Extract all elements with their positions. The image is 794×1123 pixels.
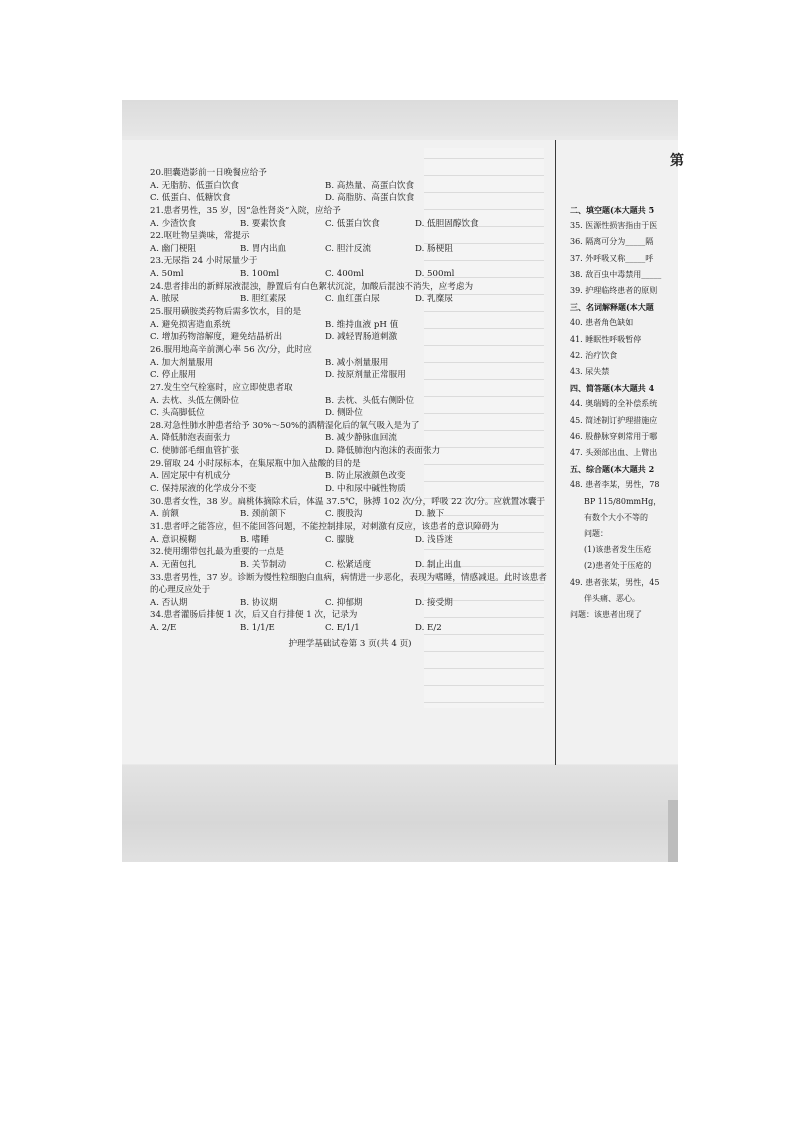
right-column-line: (1)该患者发生压疮 [584,545,652,555]
scanned-photo [122,100,684,862]
question-32-stem: 32.使用绷带包扎最为重要的一点是 [150,547,284,558]
question-21-stem: 21.患者男性，35 岁，因“急性肾炎”入院，应给予 [150,205,341,216]
right-column-line: 41. 睡眠性呼吸暂停 [570,334,642,344]
exam-page [122,140,684,764]
question-25-options-row1 [150,319,550,332]
question-28-options-row1 [150,432,550,445]
right-column-line: BP 115/80mmHg， [584,496,662,506]
question-26-options-row1 [150,357,550,370]
q28-option-a: A. 降低肺泡表面张力 [150,433,231,444]
q27-option-a: A. 去枕、头低左侧卧位 [150,395,240,406]
q21-option-b: B. 要素饮食 [240,218,287,229]
q20-option-b: B. 高热量、高蛋白饮食 [325,180,415,191]
scan-bottom-margin [122,765,678,862]
page-footer: 护理学基础试卷第 3 页(共 4 页) [288,638,412,649]
q30-option-c: C. 腹股沟 [325,509,363,520]
right-column-line: 44. 奥瑞姆的全补偿系统 [570,399,658,409]
scan-top-margin [122,100,678,136]
right-column-questions [570,202,678,623]
q28-option-b: B. 减少静脉血回流 [325,433,397,444]
q24-option-b: B. 胆红素尿 [240,294,287,305]
q26-option-d: D. 按原剂量正常服用 [325,370,406,381]
q26-option-b: B. 减小剂量服用 [325,357,389,368]
right-column-line: 36. 隔离可分为_____隔 [570,237,654,247]
q31-option-c: C. 朦胧 [325,534,354,545]
right-column-line: 39. 护理临终患者的原则 [570,286,658,296]
question-23-stem: 23.无尿指 24 小时尿量少于 [150,256,258,267]
right-column-line: 问题：该患者出现了 [570,610,642,620]
q25-option-a: A. 避免损害造血系统 [150,319,231,330]
right-column-line: 37. 外呼吸又称_____呼 [570,253,654,263]
question-33-stem: 33.患者男性，37 岁。诊断为慢性粒细胞白血病，病情进一步恶化，表现为嗜睡，情感减退。此时该患者的心理反应处于 [150,572,547,596]
right-column-line: 二、填空题(本大题共 5 [570,205,655,215]
question-34-stem: 34.患者灌肠后排便 1 次，后又自行排便 1 次，记录为 [150,610,358,621]
question-22-stem: 22.呕吐物呈粪味，常提示 [150,231,250,242]
question-25-options-row2 [150,331,550,344]
scan-edge-shadow [668,800,678,862]
question-28-stem: 28.对急性肺水肿患者给予 30%～50%的酒精湿化后的氧气吸入是为了 [150,420,420,431]
question-21-options [150,218,550,231]
right-column-line: 48. 患者李某，男性，78 [570,480,660,490]
question-27-stem: 27.发生空气栓塞时，应立即使患者取 [150,382,293,393]
question-23-options [150,268,550,281]
question-20-stem: 20.胆囊造影前一日晚餐应给予 [150,168,267,178]
right-column-line: 35. 医源性损害指由于医 [570,221,658,231]
q27-option-c: C. 头高脚低位 [150,408,205,419]
question-29-stem: 29.留取 24 小时尿标本，在集尿瓶中加入盐酸的目的是 [150,458,361,469]
question-30-options [150,508,550,521]
q23-option-b: B. 100ml [240,269,280,280]
q20-option-a: A. 无脂肪、低蛋白饮食 [150,180,240,191]
q21-option-c: C. 低蛋白饮食 [325,218,380,229]
right-column-line: 五、综合题(本大题共 2 [570,464,655,475]
question-20-options-row2 [150,192,550,205]
question-27-options-row1 [150,395,550,408]
question-27-options-row2 [150,407,550,420]
q32-option-c: C. 松紧适度 [325,559,372,570]
question-20-options-row1 [150,180,550,193]
right-column-line: 四、简答题(本大题共 4 [570,383,655,394]
q28-option-d: D. 降低肺泡内泡沫的表面张力 [325,446,441,457]
q26-option-c: C. 停止服用 [150,370,197,381]
right-column-line: 有数个大小不等的 [584,512,648,522]
q29-option-c: C. 保持尿液的化学成分不变 [150,484,257,495]
q33-option-c: C. 抑郁期 [325,597,363,608]
question-24-stem: 24.患者排出的新鲜尿液混浊，静置后有白色絮状沉淀，加酸后混浊不消失，应考虑为 [150,281,474,292]
question-26-options-row2 [150,369,550,382]
q22-option-a: A. 幽门梗阻 [150,243,197,254]
question-34-options [150,622,550,635]
q34-option-b: B. 1/1/E [240,623,275,634]
q22-option-d: D. 肠梗阻 [415,243,453,254]
q25-option-b: B. 维持血液 pH 值 [325,319,399,330]
page-corner-heading: 第 [670,153,684,169]
q29-option-b: B. 防止尿液颜色改变 [325,471,406,482]
right-column-line: 38. 敌百虫中毒禁用_____ [570,269,662,279]
question-22-options [150,243,550,256]
left-column-questions [150,167,550,650]
right-column-line: 45. 简述制订护理措施应 [570,415,658,425]
right-column-line: 伴头痛、恶心。 [584,593,640,603]
q24-option-c: C. 血红蛋白尿 [325,294,380,305]
q23-option-a: A. 50ml [150,269,184,280]
q30-option-a: A. 前额 [150,509,179,520]
right-column-line: 43. 尿失禁 [570,367,610,377]
q20-option-d: D. 高脂肪、高蛋白饮食 [325,193,415,204]
q28-option-c: C. 使肺部毛细血管扩张 [150,446,240,457]
question-24-options [150,293,550,306]
right-column-line: 问题： [584,529,608,539]
q27-option-d: D. 侧卧位 [325,408,363,419]
q26-option-a: A. 加大剂量服用 [150,357,214,368]
q33-option-b: B. 协议期 [240,597,278,608]
right-column-line: 三、名词解释题(本大题 [570,302,654,313]
right-column-line: 40. 患者角色缺如 [570,318,634,328]
right-column-line: 46. 股静脉穿刺常用于哪 [570,431,658,441]
q27-option-b: B. 去枕、头低右侧卧位 [325,395,415,406]
column-divider [555,140,556,772]
q30-option-b: B. 颈前颌下 [240,509,287,520]
q22-option-c: C. 胆汁反流 [325,243,372,254]
question-26-stem: 26.服用地高辛前测心率 56 次/分，此时应 [150,344,312,355]
q29-option-a: A. 固定尿中有机成分 [150,471,231,482]
q34-option-d: D. E/2 [415,623,442,634]
question-25-stem: 25.服用磺胺类药物后需多饮水，目的是 [150,307,302,318]
q32-option-a: A. 无菌包扎 [150,559,197,570]
q22-option-b: B. 胃内出血 [240,243,287,254]
q24-option-d: D. 乳糜尿 [415,294,453,305]
q29-option-d: D. 中和尿中碱性物质 [325,484,406,495]
question-28-options-row2 [150,445,550,458]
question-33-options [150,597,550,610]
q24-option-a: A. 脓尿 [150,294,179,305]
question-29-options-row2 [150,483,550,496]
q30-option-d: D. 腋下 [415,509,445,520]
right-column-line: 47. 头颈部出血、上臂出 [570,448,658,458]
q32-option-d: D. 制止出血 [415,559,462,570]
q20-option-c: C. 低蛋白、低糖饮食 [150,193,231,204]
question-29-options-row1 [150,470,550,483]
q21-option-a: A. 少渣饮食 [150,218,197,229]
q34-option-c: C. E/1/1 [325,623,360,634]
q23-option-d: D. 500ml [415,269,455,280]
right-column-line: 49. 患者张某，男性，45 [570,577,660,587]
right-column-line: (2)患者处于压疮的 [584,561,652,571]
question-31-stem: 31.患者呼之能答应，但不能回答问题，不能控制排尿，对刺激有反应，该患者的意识障碍为 [150,521,499,532]
question-31-options [150,534,550,547]
q31-option-a: A. 意识模糊 [150,534,197,545]
q31-option-d: D. 浅昏迷 [415,534,453,545]
q33-option-d: D. 接受期 [415,597,453,608]
q25-option-d: D. 减轻胃肠道刺激 [325,332,398,343]
q33-option-a: A. 否认期 [150,597,188,608]
question-30-stem: 30.患者女性，38 岁。扁桃体摘除术后，体温 37.5℃，脉搏 102 次/分，呼吸 22 次/分。应就置冰囊于 [150,496,546,507]
q25-option-c: C. 增加药物溶解度，避免结晶析出 [150,332,283,343]
q32-option-b: B. 关节制动 [240,559,287,570]
q21-option-d: D. 低胆固醇饮食 [415,218,479,229]
q31-option-b: B. 嗜睡 [240,534,269,545]
question-32-options [150,559,550,572]
q34-option-a: A. 2/E [150,623,177,634]
right-column-line: 42. 治疗饮食 [570,350,618,360]
q23-option-c: C. 400ml [325,269,365,280]
